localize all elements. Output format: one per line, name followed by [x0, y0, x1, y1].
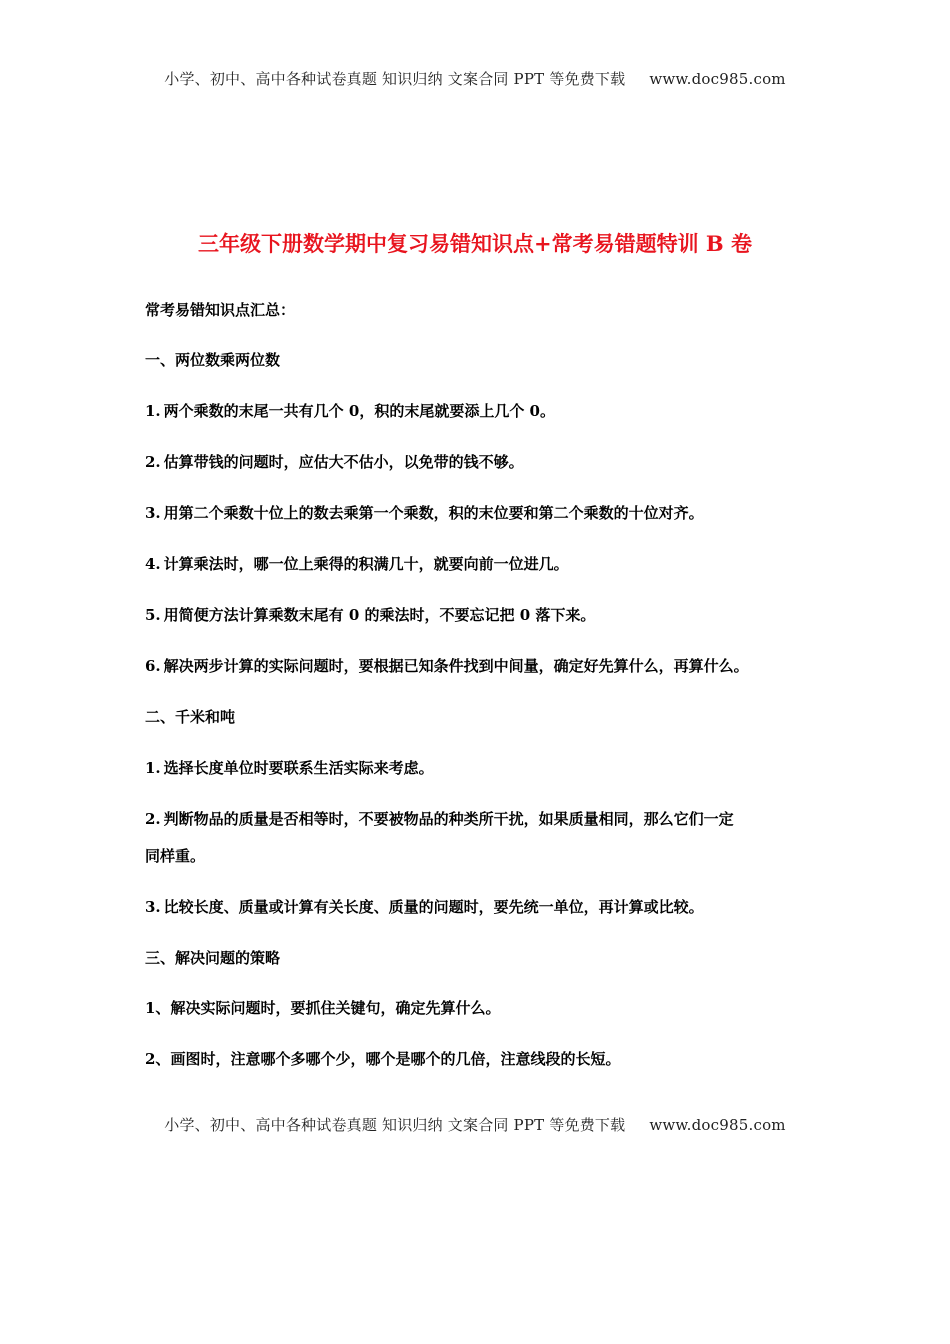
document-title: 三年级下册数学期中复习易错知识点+常考易错题特训 B 卷 [198, 231, 752, 256]
footer-site-link[interactable]: www.doc985.com [649, 1116, 786, 1134]
intro-heading: 常考易错知识点汇总： [145, 301, 296, 319]
item-number: 5. [145, 606, 161, 624]
section-1-item-6 [145, 656, 749, 676]
page-header [0, 68, 950, 89]
header-text: 小学、初中、高中各种试卷真题 知识归纳 文案合同 PPT 等免费下载 [164, 70, 626, 88]
section-2-item-2 [145, 809, 734, 829]
item-number: 4. [145, 555, 161, 573]
item-text: 画图时，注意哪个多哪个少，哪个是哪个的几倍，注意线段的长短。 [170, 1050, 621, 1068]
section-3-heading: 三、解决问题的策略 [145, 949, 281, 967]
item-text: 两个乘数的末尾一共有几个 0，积的末尾就要添上几个 0。 [163, 402, 555, 420]
section-2-item-3 [145, 897, 704, 917]
section-2-item-1 [145, 758, 434, 778]
item-text: 计算乘法时，哪一位上乘得的积满几十，就要向前一位进几。 [163, 555, 569, 573]
section-1-item-4 [145, 554, 569, 574]
item-number: 1. [145, 402, 161, 420]
item-number: 3. [145, 898, 161, 916]
section-3-item-1 [145, 998, 500, 1018]
item-text: 用第二个乘数十位上的数去乘第一个乘数，积的末位要和第二个乘数的十位对齐。 [163, 504, 704, 522]
item-number: 2. [145, 810, 161, 828]
item-text: 判断物品的质量是否相等时，不要被物品的种类所干扰，如果质量相同，那么它们一定 [163, 810, 734, 828]
footer-text: 小学、初中、高中各种试卷真题 知识归纳 文案合同 PPT 等免费下载 [164, 1116, 626, 1134]
section-1-item-2 [145, 452, 524, 472]
page-footer [0, 1114, 950, 1135]
item-text: 解决实际问题时，要抓住关键句，确定先算什么。 [170, 999, 501, 1017]
section-1-heading: 一、两位数乘两位数 [145, 351, 281, 369]
item-text: 解决两步计算的实际问题时，要根据已知条件找到中间量，确定好先算什么，再算什么。 [163, 657, 749, 675]
item-number: 1、 [145, 999, 171, 1017]
item-number: 3. [145, 504, 161, 522]
item-number: 2、 [145, 1050, 171, 1068]
section-2-item-2-continuation: 同样重。 [145, 847, 206, 865]
item-text: 选择长度单位时要联系生活实际来考虑。 [163, 759, 434, 777]
item-number: 1. [145, 759, 161, 777]
section-1-item-1 [145, 401, 555, 421]
item-text: 用简便方法计算乘数末尾有 0 的乘法时，不要忘记把 0 落下来。 [163, 606, 596, 624]
section-1-item-5 [145, 605, 595, 625]
item-number: 6. [145, 657, 161, 675]
item-text: 比较长度、质量或计算有关长度、质量的问题时，要先统一单位，再计算或比较。 [163, 898, 704, 916]
header-site-link[interactable]: www.doc985.com [649, 70, 786, 88]
section-2-heading: 二、千米和吨 [145, 708, 236, 726]
item-number: 2. [145, 453, 161, 471]
section-1-item-3 [145, 503, 704, 523]
item-text: 估算带钱的问题时，应估大不估小，以免带的钱不够。 [163, 453, 524, 471]
section-3-item-2 [145, 1049, 620, 1069]
